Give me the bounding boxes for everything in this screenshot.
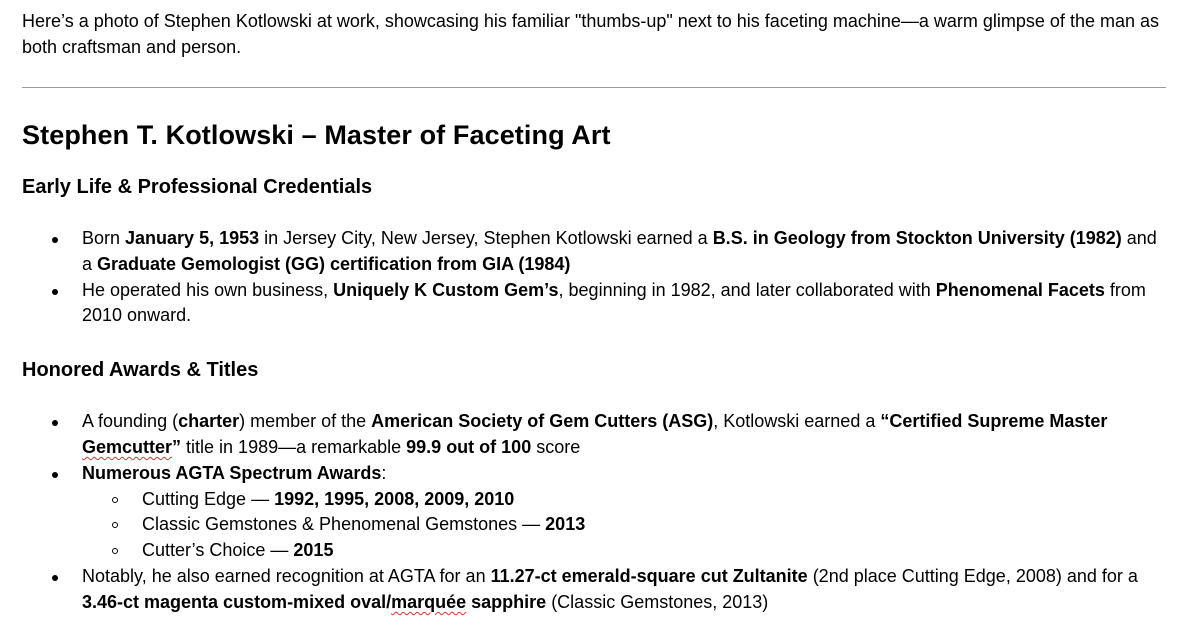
agta-awards-label: Numerous AGTA Spectrum Awards	[82, 462, 382, 483]
list-item-notable-gems	[22, 564, 1170, 616]
list-item-birth-education	[22, 226, 1170, 278]
text-run: Notably, he also earned recognition at AGTA for an	[82, 565, 491, 586]
award-category: Cutting Edge —	[142, 488, 275, 509]
zultanite: 11.27-ct emerald-square cut Zultanite	[490, 565, 808, 586]
sublist-item	[82, 487, 1170, 513]
text-run: ) member of the	[239, 411, 372, 432]
text-run: He operated his own business,	[82, 279, 334, 300]
sublist-item	[82, 538, 1170, 564]
spellcheck-word[interactable]: marquée	[391, 591, 467, 612]
title-quote-end: ”	[172, 436, 182, 457]
section-heading-early-life: Early Life & Professional Credentials	[22, 176, 373, 198]
text-run: title in 1989—a remarkable	[181, 436, 407, 457]
asg-name: American Society of Gem Cutters (ASG)	[371, 411, 714, 432]
award-years: 2015	[293, 540, 334, 561]
business-name: Uniquely K Custom Gem’s	[333, 279, 559, 300]
section-heading-awards: Honored Awards & Titles	[22, 359, 259, 382]
award-category: Cutter’s Choice —	[142, 540, 294, 561]
text-run: from 2010 onward.	[82, 279, 1146, 326]
text-run: :	[381, 462, 387, 483]
bullet-dot	[52, 237, 58, 243]
sapphire-end: sapphire	[466, 591, 547, 612]
agta-sublist	[82, 487, 1170, 564]
circle-bullet	[112, 497, 118, 503]
page-title: Stephen T. Kotlowski – Master of Faceting Art	[22, 120, 611, 150]
document-page	[22, 8, 1172, 616]
bullet-dot	[52, 575, 58, 581]
title-quote-start: “Certified Supreme Master	[880, 411, 1108, 432]
horizontal-divider	[22, 87, 1166, 88]
list-item-business	[22, 278, 1170, 330]
early-life-list	[22, 226, 1172, 329]
text-run: Born	[82, 228, 126, 248]
text-run: in Jersey City, New Jersey, Stephen Kotlowski earned a	[259, 228, 713, 248]
award-years: 1992, 1995, 2008, 2009, 2010	[274, 488, 515, 509]
intro-paragraph: Here’s a photo of Stephen Kotlowski at work, showcasing his familiar "thumbs-up" next to his faceting machine—a warm glimpse of the man as both craftsman and person.	[22, 11, 1159, 57]
partner-name: Phenomenal Facets	[935, 279, 1105, 300]
bullet-dot	[52, 289, 58, 295]
text-run: , Kotlowski earned a	[713, 411, 881, 432]
spellcheck-word[interactable]: Gemcutter	[82, 436, 173, 457]
birth-date: January 5, 1953	[125, 228, 260, 248]
circle-bullet	[112, 548, 118, 554]
bullet-dot	[52, 420, 58, 426]
sapphire-start: 3.46-ct magenta custom-mixed oval/	[82, 591, 392, 612]
text-run: (Classic Gemstones, 2013)	[546, 591, 769, 612]
score: 99.9 out of 100	[406, 436, 532, 457]
bullet-dot	[52, 472, 58, 478]
sublist-item	[82, 512, 1170, 538]
gg-certification: Graduate Gemologist (GG) certification from GIA (1984)	[97, 253, 571, 274]
award-years: 2013	[545, 514, 586, 535]
award-category: Classic Gemstones & Phenomenal Gemstones —	[142, 514, 546, 535]
degree: B.S. in Geology from Stockton University (1982)	[712, 228, 1122, 248]
list-item-asg	[22, 409, 1170, 461]
text-run: score	[531, 436, 581, 457]
charter: charter	[178, 411, 240, 432]
circle-bullet	[112, 522, 118, 528]
text-run: and a	[82, 228, 1157, 274]
text-run: , beginning in 1982, and later collaborated with	[558, 279, 936, 300]
text-run: A founding (	[82, 411, 179, 432]
list-item-agta-awards	[22, 461, 1170, 564]
text-run: (2nd place Cutting Edge, 2008) and for a	[807, 565, 1138, 586]
awards-list	[22, 409, 1172, 615]
